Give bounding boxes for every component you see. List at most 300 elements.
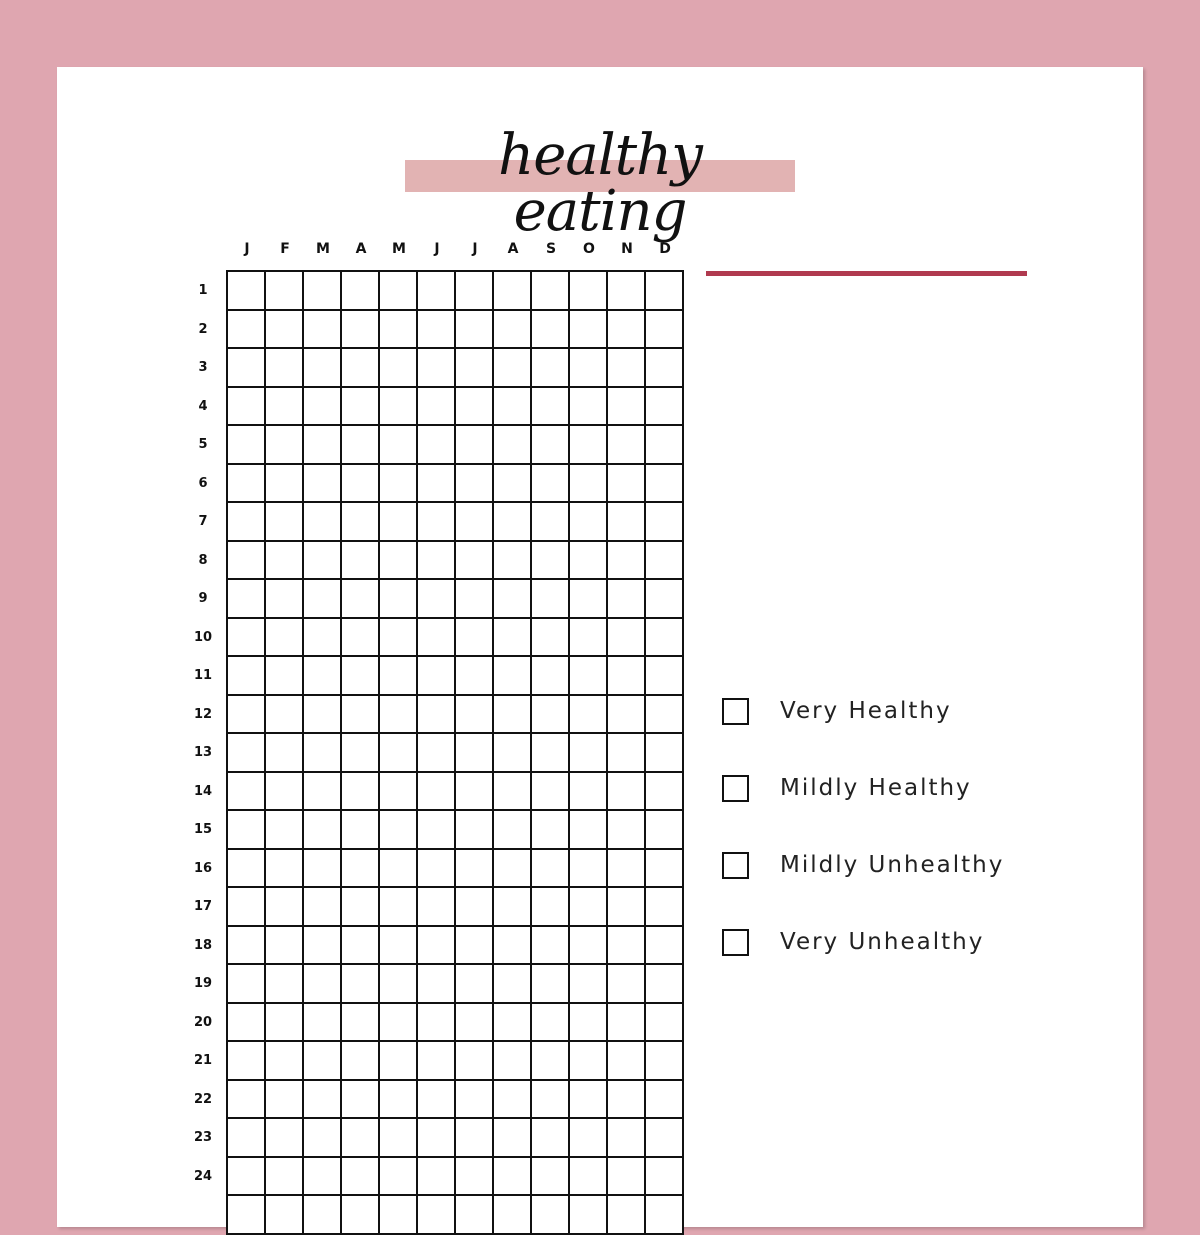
tracker-cell[interactable] [228,1004,266,1043]
tracker-cell[interactable] [532,426,570,465]
tracker-cell[interactable] [342,311,380,350]
tracker-cell[interactable] [266,734,304,773]
tracker-cell[interactable] [646,1158,684,1197]
tracker-cell[interactable] [456,580,494,619]
tracker-cell[interactable] [494,465,532,504]
tracker-cell[interactable] [608,503,646,542]
tracker-cell[interactable] [266,1196,304,1235]
tracker-cell[interactable] [266,850,304,889]
tracker-cell[interactable] [228,965,266,1004]
tracker-cell[interactable] [342,1158,380,1197]
tracker-cell[interactable] [266,927,304,966]
tracker-cell[interactable] [418,734,456,773]
tracker-cell[interactable] [608,734,646,773]
tracker-cell[interactable] [342,426,380,465]
tracker-cell[interactable] [456,773,494,812]
tracker-cell[interactable] [380,580,418,619]
tracker-cell[interactable] [304,773,342,812]
tracker-cell[interactable] [304,1004,342,1043]
tracker-cell[interactable] [304,272,342,311]
tracker-cell[interactable] [608,1158,646,1197]
tracker-cell[interactable] [342,734,380,773]
tracker-cell[interactable] [228,927,266,966]
tracker-cell[interactable] [646,1081,684,1120]
tracker-cell[interactable] [456,811,494,850]
tracker-cell[interactable] [456,734,494,773]
tracker-cell[interactable] [418,811,456,850]
tracker-cell[interactable] [532,1004,570,1043]
tracker-cell[interactable] [608,1042,646,1081]
tracker-cell[interactable] [532,1158,570,1197]
tracker-cell[interactable] [532,888,570,927]
tracker-cell[interactable] [456,388,494,427]
tracker-cell[interactable] [456,1042,494,1081]
tracker-cell[interactable] [646,850,684,889]
tracker-cell[interactable] [266,1042,304,1081]
tracker-cell[interactable] [418,850,456,889]
tracker-cell[interactable] [304,349,342,388]
tracker-cell[interactable] [494,927,532,966]
tracker-cell[interactable] [646,773,684,812]
tracker-cell[interactable] [646,927,684,966]
tracker-cell[interactable] [418,542,456,581]
tracker-cell[interactable] [228,1081,266,1120]
tracker-cell[interactable] [380,619,418,658]
tracker-cell[interactable] [418,773,456,812]
tracker-cell[interactable] [456,888,494,927]
tracker-cell[interactable] [646,388,684,427]
tracker-cell[interactable] [532,311,570,350]
tracker-cell[interactable] [304,850,342,889]
tracker-cell[interactable] [228,1158,266,1197]
tracker-cell[interactable] [608,542,646,581]
tracker-cell[interactable] [608,696,646,735]
tracker-cell[interactable] [608,272,646,311]
tracker-cell[interactable] [380,965,418,1004]
tracker-cell[interactable] [266,811,304,850]
tracker-cell[interactable] [380,927,418,966]
tracker-cell[interactable] [342,773,380,812]
tracker-cell[interactable] [266,542,304,581]
tracker-cell[interactable] [304,426,342,465]
tracker-cell[interactable] [380,1004,418,1043]
tracker-cell[interactable] [456,657,494,696]
tracker-cell[interactable] [380,1158,418,1197]
tracker-cell[interactable] [494,1119,532,1158]
tracker-cell[interactable] [266,272,304,311]
tracker-cell[interactable] [570,1004,608,1043]
tracker-cell[interactable] [380,465,418,504]
tracker-cell[interactable] [418,965,456,1004]
tracker-cell[interactable] [418,1042,456,1081]
tracker-cell[interactable] [418,1196,456,1235]
tracker-cell[interactable] [304,1042,342,1081]
tracker-cell[interactable] [608,349,646,388]
tracker-cell[interactable] [608,927,646,966]
tracker-cell[interactable] [380,1119,418,1158]
tracker-cell[interactable] [304,1158,342,1197]
tracker-cell[interactable] [342,811,380,850]
tracker-cell[interactable] [342,388,380,427]
tracker-cell[interactable] [646,542,684,581]
tracker-cell[interactable] [380,888,418,927]
tracker-cell[interactable] [456,1119,494,1158]
tracker-cell[interactable] [570,811,608,850]
legend-checkbox[interactable] [722,852,749,879]
tracker-cell[interactable] [532,927,570,966]
legend-checkbox[interactable] [722,929,749,956]
tracker-cell[interactable] [380,272,418,311]
tracker-cell[interactable] [418,927,456,966]
tracker-cell[interactable] [342,503,380,542]
tracker-cell[interactable] [228,349,266,388]
tracker-cell[interactable] [494,696,532,735]
tracker-cell[interactable] [646,734,684,773]
tracker-cell[interactable] [418,426,456,465]
tracker-cell[interactable] [494,1081,532,1120]
tracker-cell[interactable] [494,888,532,927]
tracker-cell[interactable] [532,696,570,735]
tracker-cell[interactable] [608,773,646,812]
tracker-cell[interactable] [380,696,418,735]
tracker-cell[interactable] [228,773,266,812]
tracker-cell[interactable] [494,272,532,311]
tracker-cell[interactable] [570,927,608,966]
tracker-cell[interactable] [646,503,684,542]
tracker-cell[interactable] [266,965,304,1004]
tracker-cell[interactable] [494,965,532,1004]
tracker-cell[interactable] [494,311,532,350]
tracker-cell[interactable] [266,1004,304,1043]
tracker-cell[interactable] [304,388,342,427]
tracker-cell[interactable] [646,619,684,658]
tracker-cell[interactable] [228,272,266,311]
tracker-cell[interactable] [304,465,342,504]
tracker-cell[interactable] [570,426,608,465]
tracker-cell[interactable] [228,1196,266,1235]
tracker-cell[interactable] [380,773,418,812]
tracker-cell[interactable] [570,1158,608,1197]
tracker-cell[interactable] [228,426,266,465]
tracker-cell[interactable] [304,734,342,773]
tracker-cell[interactable] [380,388,418,427]
tracker-cell[interactable] [570,696,608,735]
tracker-cell[interactable] [608,657,646,696]
tracker-cell[interactable] [304,927,342,966]
tracker-cell[interactable] [570,888,608,927]
tracker-cell[interactable] [608,311,646,350]
tracker-cell[interactable] [342,657,380,696]
tracker-cell[interactable] [608,388,646,427]
tracker-cell[interactable] [228,311,266,350]
tracker-cell[interactable] [266,311,304,350]
tracker-cell[interactable] [646,311,684,350]
tracker-cell[interactable] [304,311,342,350]
tracker-cell[interactable] [532,619,570,658]
tracker-cell[interactable] [494,503,532,542]
tracker-cell[interactable] [304,888,342,927]
tracker-cell[interactable] [570,1081,608,1120]
tracker-cell[interactable] [532,503,570,542]
tracker-cell[interactable] [266,888,304,927]
tracker-cell[interactable] [646,811,684,850]
tracker-cell[interactable] [532,1196,570,1235]
tracker-cell[interactable] [570,619,608,658]
tracker-cell[interactable] [570,734,608,773]
tracker-cell[interactable] [304,657,342,696]
tracker-cell[interactable] [304,542,342,581]
tracker-cell[interactable] [228,503,266,542]
tracker-cell[interactable] [418,388,456,427]
tracker-cell[interactable] [456,1158,494,1197]
tracker-cell[interactable] [266,619,304,658]
tracker-cell[interactable] [228,734,266,773]
tracker-cell[interactable] [380,311,418,350]
tracker-cell[interactable] [418,1081,456,1120]
tracker-cell[interactable] [418,619,456,658]
tracker-cell[interactable] [494,580,532,619]
tracker-cell[interactable] [266,1119,304,1158]
tracker-cell[interactable] [266,349,304,388]
tracker-cell[interactable] [570,311,608,350]
tracker-cell[interactable] [608,888,646,927]
tracker-cell[interactable] [646,1196,684,1235]
tracker-cell[interactable] [532,349,570,388]
tracker-cell[interactable] [380,657,418,696]
tracker-cell[interactable] [646,580,684,619]
tracker-cell[interactable] [532,580,570,619]
tracker-cell[interactable] [304,811,342,850]
tracker-cell[interactable] [570,542,608,581]
tracker-cell[interactable] [418,888,456,927]
tracker-cell[interactable] [342,542,380,581]
tracker-cell[interactable] [266,696,304,735]
tracker-cell[interactable] [570,1042,608,1081]
tracker-cell[interactable] [532,388,570,427]
tracker-cell[interactable] [608,811,646,850]
tracker-cell[interactable] [456,965,494,1004]
tracker-cell[interactable] [418,580,456,619]
tracker-cell[interactable] [342,1196,380,1235]
tracker-cell[interactable] [570,349,608,388]
tracker-cell[interactable] [494,388,532,427]
tracker-cell[interactable] [456,619,494,658]
tracker-cell[interactable] [532,850,570,889]
tracker-cell[interactable] [532,465,570,504]
tracker-cell[interactable] [418,1119,456,1158]
tracker-cell[interactable] [418,311,456,350]
tracker-cell[interactable] [570,465,608,504]
tracker-cell[interactable] [342,696,380,735]
tracker-cell[interactable] [494,1158,532,1197]
tracker-cell[interactable] [380,426,418,465]
tracker-cell[interactable] [570,272,608,311]
tracker-cell[interactable] [532,1081,570,1120]
tracker-cell[interactable] [646,465,684,504]
tracker-cell[interactable] [532,773,570,812]
tracker-cell[interactable] [380,811,418,850]
tracker-cell[interactable] [570,850,608,889]
tracker-cell[interactable] [456,927,494,966]
tracker-cell[interactable] [456,1004,494,1043]
tracker-cell[interactable] [456,850,494,889]
tracker-cell[interactable] [266,580,304,619]
tracker-cell[interactable] [304,965,342,1004]
tracker-cell[interactable] [494,349,532,388]
tracker-cell[interactable] [380,1196,418,1235]
tracker-cell[interactable] [228,580,266,619]
tracker-cell[interactable] [342,927,380,966]
tracker-cell[interactable] [266,1081,304,1120]
tracker-cell[interactable] [608,1004,646,1043]
tracker-cell[interactable] [342,850,380,889]
tracker-cell[interactable] [570,773,608,812]
tracker-cell[interactable] [418,657,456,696]
tracker-cell[interactable] [342,1119,380,1158]
tracker-cell[interactable] [418,349,456,388]
tracker-cell[interactable] [494,734,532,773]
tracker-cell[interactable] [456,542,494,581]
tracker-cell[interactable] [646,965,684,1004]
tracker-cell[interactable] [228,888,266,927]
tracker-cell[interactable] [380,1081,418,1120]
tracker-cell[interactable] [456,272,494,311]
tracker-cell[interactable] [266,657,304,696]
tracker-cell[interactable] [456,311,494,350]
tracker-cell[interactable] [532,542,570,581]
tracker-cell[interactable] [570,580,608,619]
tracker-cell[interactable] [608,619,646,658]
tracker-cell[interactable] [570,1196,608,1235]
tracker-cell[interactable] [532,811,570,850]
legend-checkbox[interactable] [722,775,749,802]
tracker-cell[interactable] [304,580,342,619]
tracker-cell[interactable] [646,426,684,465]
tracker-cell[interactable] [342,888,380,927]
tracker-cell[interactable] [494,811,532,850]
tracker-cell[interactable] [342,1042,380,1081]
tracker-cell[interactable] [532,1119,570,1158]
tracker-cell[interactable] [304,503,342,542]
tracker-cell[interactable] [228,388,266,427]
tracker-cell[interactable] [380,734,418,773]
tracker-cell[interactable] [228,850,266,889]
tracker-cell[interactable] [228,696,266,735]
tracker-cell[interactable] [456,1081,494,1120]
tracker-cell[interactable] [570,388,608,427]
tracker-cell[interactable] [418,465,456,504]
tracker-cell[interactable] [380,1042,418,1081]
tracker-cell[interactable] [608,1196,646,1235]
tracker-cell[interactable] [304,1119,342,1158]
tracker-cell[interactable] [570,965,608,1004]
legend-checkbox[interactable] [722,698,749,725]
tracker-cell[interactable] [608,1119,646,1158]
tracker-cell[interactable] [608,1081,646,1120]
tracker-cell[interactable] [342,965,380,1004]
tracker-cell[interactable] [304,1081,342,1120]
tracker-cell[interactable] [266,388,304,427]
tracker-cell[interactable] [342,272,380,311]
tracker-cell[interactable] [532,1042,570,1081]
tracker-cell[interactable] [494,619,532,658]
tracker-cell[interactable] [532,965,570,1004]
tracker-cell[interactable] [228,542,266,581]
tracker-cell[interactable] [418,272,456,311]
tracker-cell[interactable] [456,1196,494,1235]
tracker-cell[interactable] [266,1158,304,1197]
tracker-cell[interactable] [646,1119,684,1158]
tracker-cell[interactable] [228,657,266,696]
tracker-cell[interactable] [456,465,494,504]
tracker-cell[interactable] [532,272,570,311]
tracker-cell[interactable] [418,1158,456,1197]
tracker-cell[interactable] [342,580,380,619]
tracker-cell[interactable] [456,349,494,388]
tracker-cell[interactable] [228,465,266,504]
tracker-cell[interactable] [646,657,684,696]
tracker-cell[interactable] [304,696,342,735]
tracker-cell[interactable] [228,1119,266,1158]
tracker-cell[interactable] [418,503,456,542]
tracker-cell[interactable] [228,1042,266,1081]
tracker-cell[interactable] [646,1042,684,1081]
tracker-cell[interactable] [418,1004,456,1043]
tracker-cell[interactable] [494,1196,532,1235]
tracker-cell[interactable] [608,850,646,889]
tracker-cell[interactable] [266,503,304,542]
tracker-cell[interactable] [646,272,684,311]
tracker-cell[interactable] [494,773,532,812]
tracker-cell[interactable] [342,465,380,504]
tracker-cell[interactable] [380,349,418,388]
tracker-cell[interactable] [266,426,304,465]
tracker-cell[interactable] [646,1004,684,1043]
tracker-cell[interactable] [570,657,608,696]
tracker-cell[interactable] [494,1042,532,1081]
tracker-cell[interactable] [494,426,532,465]
tracker-cell[interactable] [608,965,646,1004]
tracker-cell[interactable] [342,1004,380,1043]
tracker-cell[interactable] [494,850,532,889]
tracker-cell[interactable] [418,696,456,735]
tracker-cell[interactable] [228,619,266,658]
tracker-cell[interactable] [456,503,494,542]
tracker-cell[interactable] [380,850,418,889]
tracker-cell[interactable] [608,580,646,619]
tracker-cell[interactable] [342,349,380,388]
tracker-cell[interactable] [646,888,684,927]
tracker-cell[interactable] [380,503,418,542]
tracker-cell[interactable] [494,1004,532,1043]
tracker-cell[interactable] [570,1119,608,1158]
tracker-cell[interactable] [456,696,494,735]
tracker-cell[interactable] [494,542,532,581]
tracker-cell[interactable] [380,542,418,581]
tracker-cell[interactable] [646,696,684,735]
tracker-cell[interactable] [456,426,494,465]
tracker-cell[interactable] [304,1196,342,1235]
tracker-cell[interactable] [494,657,532,696]
tracker-cell[interactable] [304,619,342,658]
tracker-cell[interactable] [570,503,608,542]
tracker-cell[interactable] [646,349,684,388]
tracker-cell[interactable] [342,619,380,658]
tracker-cell[interactable] [228,811,266,850]
tracker-cell[interactable] [266,465,304,504]
tracker-cell[interactable] [608,465,646,504]
tracker-cell[interactable] [532,657,570,696]
